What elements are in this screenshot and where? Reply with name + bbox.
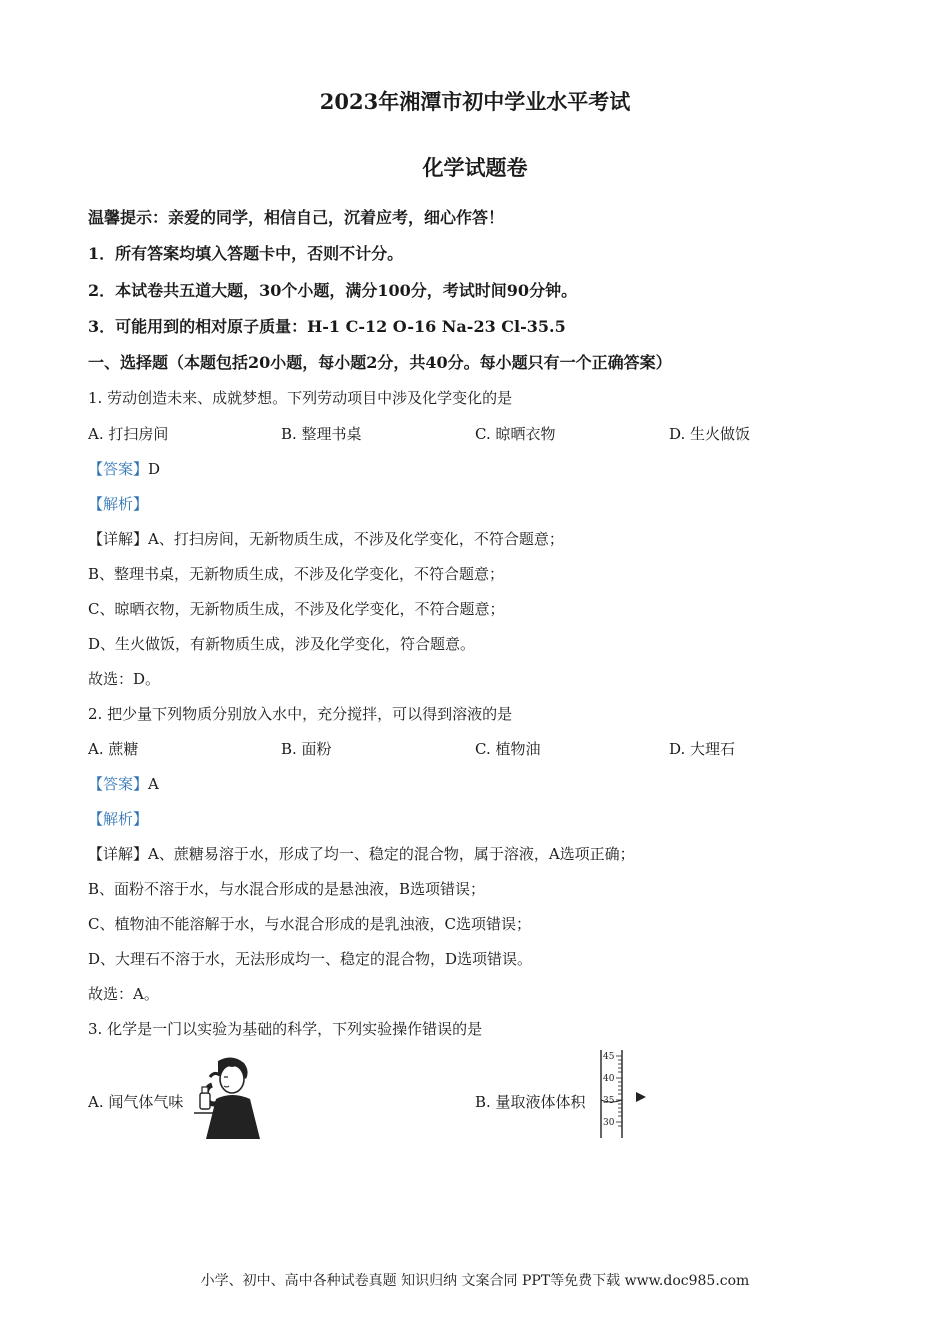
q2-detail-4: D、大理石不溶于水，无法形成均一、稳定的混合物，D选项错误。 bbox=[88, 950, 533, 968]
q2-option-d: D. 大理石 bbox=[669, 740, 736, 758]
page-subtitle: 化学试题卷 bbox=[422, 155, 528, 180]
tick-label: 45 bbox=[603, 1052, 615, 1062]
q1-option-c: C. 晾晒衣物 bbox=[475, 425, 556, 443]
detail-text: A、蔗糖易溶于水，形成了均一、稳定的混合物，属于溶液，A选项正确； bbox=[148, 845, 635, 863]
answer-value: D bbox=[148, 460, 161, 478]
q2-analysis-tag: 【解析】 bbox=[88, 810, 149, 828]
q3-option-a: A. 闻气体气味 bbox=[88, 1093, 184, 1111]
section-heading: 一、选择题（本题包括20小题，每小题2分，共40分。每小题只有一个正确答案） bbox=[88, 353, 672, 372]
question-1-stem: 1. 劳动创造未来、成就梦想。下列劳动项目中涉及化学变化的是 bbox=[88, 389, 513, 407]
tick-label: 40 bbox=[603, 1074, 615, 1084]
tick-label: 30 bbox=[603, 1118, 615, 1128]
page-title: 2023年湘潭市初中学业水平考试 bbox=[319, 89, 631, 114]
q3-option-b: B. 量取液体体积 bbox=[475, 1093, 586, 1111]
q1-option-d: D. 生火做饭 bbox=[669, 425, 751, 443]
q2-detail-1 bbox=[88, 843, 635, 864]
detail-text: A、打扫房间，无新物质生成，不涉及化学变化，不符合题意； bbox=[148, 530, 564, 548]
q1-answer bbox=[88, 458, 160, 479]
page-footer: 小学、初中、高中各种试卷真题 知识归纳 文案合同 PPT等免费下载 www.doc985.com bbox=[200, 1273, 750, 1289]
q1-option-b: B. 整理书桌 bbox=[281, 425, 362, 443]
question-2-stem: 2. 把少量下列物质分别放入水中，充分搅拌，可以得到溶液的是 bbox=[88, 705, 513, 723]
note-1: 1．所有答案均填入答题卡中，否则不计分。 bbox=[88, 244, 404, 263]
q2-option-c: C. 植物油 bbox=[475, 740, 541, 758]
q1-option-a: A. 打扫房间 bbox=[88, 425, 169, 443]
q1-conclusion: 故选：D。 bbox=[88, 670, 161, 688]
note-2: 2．本试卷共五道大题，30个小题，满分100分，考试时间90分钟。 bbox=[88, 281, 578, 300]
tips-line: 温馨提示：亲爱的同学，相信自己，沉着应考，细心作答！ bbox=[88, 208, 505, 227]
q2-answer bbox=[88, 773, 159, 794]
detail-tag: 【详解】 bbox=[88, 845, 149, 863]
note-3: 3．可能用到的相对原子质量：H-1 C-12 O-16 Na-23 Cl-35.5 bbox=[88, 317, 566, 336]
smelling-gas-illustration bbox=[188, 1055, 266, 1139]
q1-detail-3: C、晾晒衣物，无新物质生成，不涉及化学变化，不符合题意； bbox=[88, 600, 505, 618]
answer-value: A bbox=[148, 775, 159, 793]
answer-tag: 【答案】 bbox=[88, 775, 149, 793]
q2-option-b: B. 面粉 bbox=[281, 740, 332, 758]
q1-detail-2: B、整理书桌，无新物质生成，不涉及化学变化，不符合题意； bbox=[88, 565, 505, 583]
question-3-stem: 3. 化学是一门以实验为基础的科学，下列实验操作错误的是 bbox=[88, 1020, 483, 1038]
graduated-cylinder-illustration bbox=[598, 1048, 654, 1140]
answer-tag: 【答案】 bbox=[88, 460, 149, 478]
q1-analysis-tag: 【解析】 bbox=[88, 495, 149, 513]
q2-detail-2: B、面粉不溶于水，与水混合形成的是悬浊液，B选项错误； bbox=[88, 880, 486, 898]
q1-detail-1 bbox=[88, 528, 564, 549]
q2-conclusion: 故选：A。 bbox=[88, 985, 159, 1003]
q2-detail-3: C、植物油不能溶解于水，与水混合形成的是乳浊液，C选项错误； bbox=[88, 915, 531, 933]
q2-option-a: A. 蔗糖 bbox=[88, 740, 139, 758]
q1-detail-4: D、生火做饭，有新物质生成，涉及化学变化，符合题意。 bbox=[88, 635, 476, 653]
detail-tag: 【详解】 bbox=[88, 530, 149, 548]
tick-label: 35 bbox=[603, 1096, 615, 1106]
